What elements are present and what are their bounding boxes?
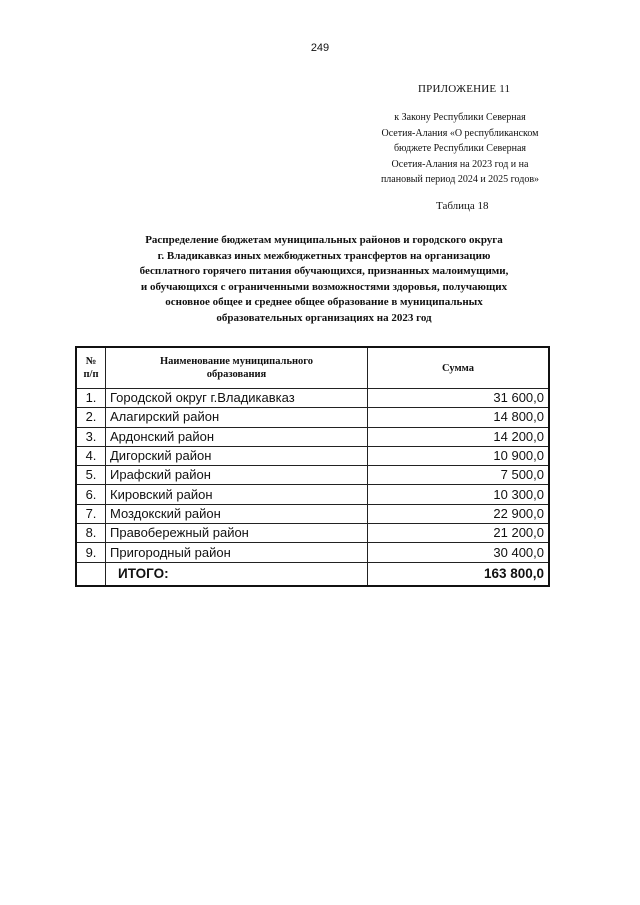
table-row	[76, 485, 549, 504]
header-number	[76, 347, 106, 389]
row-name: Ардонский район	[106, 427, 368, 446]
table-body	[76, 389, 549, 586]
header-name	[106, 347, 368, 389]
row-sum: 22 900,0	[368, 504, 550, 523]
heading-line: Распределение бюджетам муниципальных районов и городского округа	[145, 234, 503, 246]
heading-line: бесплатного горячего питания обучающихся, признанных малоимущими,	[139, 265, 509, 278]
table-row	[76, 504, 549, 523]
row-name: Городской округ г.Владикавказ	[106, 389, 368, 408]
table-row	[76, 389, 549, 408]
appendix-title: ПРИЛОЖЕНИЕ 11	[418, 83, 511, 95]
row-sum: 21 200,0	[368, 524, 550, 543]
total-sum: 163 800,0	[368, 562, 550, 586]
row-name: Дигорский район	[106, 446, 368, 465]
row-sum: 10 900,0	[368, 446, 550, 465]
table-row	[76, 446, 549, 465]
appendix-reference-line: плановый период 2024 и 2025 годов»	[380, 174, 540, 185]
row-sum: 10 300,0	[368, 485, 550, 504]
row-sum: 30 400,0	[368, 543, 550, 562]
row-name: Пригородный район	[106, 543, 368, 562]
total-row	[76, 562, 549, 586]
allocation-table	[75, 346, 550, 587]
header-name-line: Наименование муниципального	[159, 356, 314, 367]
appendix-reference-line: к Закону Республики Северная	[394, 112, 526, 123]
row-name: Правобережный район	[106, 524, 368, 543]
header-number-abbr: п/п	[83, 369, 99, 380]
row-sum: 14 200,0	[368, 427, 550, 446]
row-number: 9.	[76, 543, 106, 562]
table-row	[76, 543, 549, 562]
table-label: Таблица 18	[436, 200, 489, 212]
appendix-reference-line: бюджете Республики Северная	[393, 143, 527, 154]
header-number-sign: №	[85, 356, 97, 367]
table-row	[76, 427, 549, 446]
appendix-reference-line: Осетия-Алания на 2023 год и на	[391, 158, 529, 170]
row-number: 7.	[76, 504, 106, 523]
row-number: 1.	[76, 389, 106, 408]
row-sum: 7 500,0	[368, 466, 550, 485]
table-header-row	[76, 347, 549, 389]
total-number-cell	[76, 562, 106, 586]
row-sum: 31 600,0	[368, 389, 550, 408]
row-number: 4.	[76, 446, 106, 465]
row-name: Ирафский район	[106, 466, 368, 485]
heading-line: основное общее и среднее общее образование в муниципальных	[165, 296, 483, 309]
row-name: Алагирский район	[106, 408, 368, 427]
row-number: 5.	[76, 466, 106, 485]
table-row	[76, 524, 549, 543]
heading-line: образовательных организациях на 2023 год	[216, 311, 432, 324]
row-number: 3.	[76, 427, 106, 446]
page-number: 249	[310, 42, 330, 54]
row-name: Кировский район	[106, 485, 368, 504]
row-name: Моздокский район	[106, 504, 368, 523]
appendix-reference	[368, 110, 552, 188]
row-sum: 14 800,0	[368, 408, 550, 427]
row-number: 2.	[76, 408, 106, 427]
header-name-line: образования	[206, 369, 267, 380]
heading-line: и обучающихся с ограниченными возможностями здоровья, получающих	[140, 280, 508, 293]
heading-line: г. Владикавказ иных межбюджетных трансфертов на организацию	[157, 249, 491, 262]
row-number: 6.	[76, 485, 106, 504]
table-row	[76, 408, 549, 427]
appendix-reference-line: Осетия-Алания «О республиканском	[381, 127, 539, 139]
header-sum: Сумма	[368, 347, 550, 389]
total-label: ИТОГО:	[106, 562, 368, 586]
document-heading	[96, 233, 552, 327]
row-number: 8.	[76, 524, 106, 543]
table-row	[76, 466, 549, 485]
